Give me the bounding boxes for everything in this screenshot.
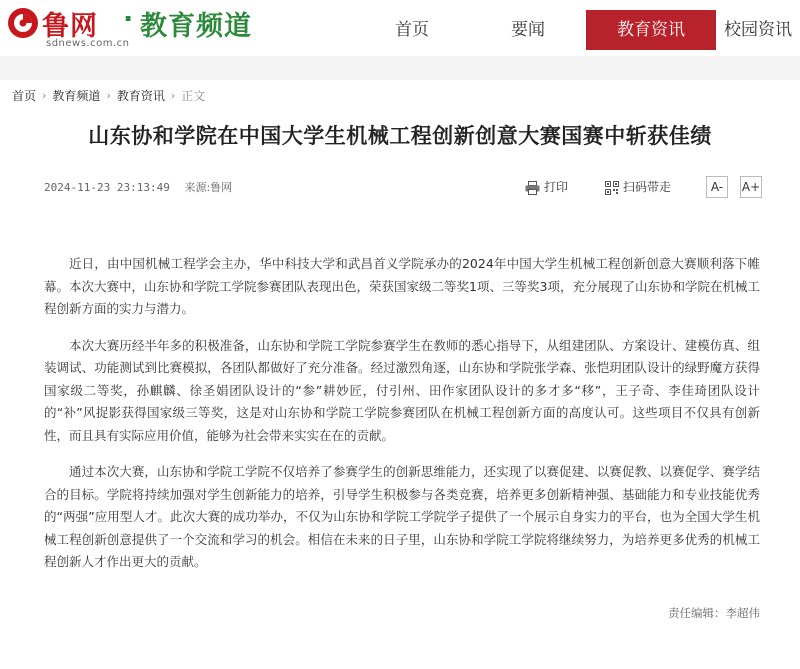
breadcrumb-current: 正文 [181,88,206,103]
breadcrumb-separator: › [42,88,47,102]
channel-name: 教育频道 [140,11,252,42]
nav-item-home[interactable]: 首页 [395,20,429,40]
site-logo[interactable] [6,4,266,52]
nav-item-campus-news[interactable]: 校园资讯 [724,20,792,40]
qr-code-icon [605,181,619,195]
breadcrumb [12,86,205,104]
print-button[interactable] [525,176,568,198]
qr-code-button[interactable] [605,176,671,198]
article-paragraph: 本次大赛历经半年多的积极准备，山东协和学院工学院参赛学生在教师的悉心指导下，从组建团队、方案设计、建模仿真、组装调试、功能测试到比赛模拟，各团队都做好了充分准备。经过激烈角逐，山东协和学院张学森、张恺玥团队设计的绿野魔方获得国家级二等奖，孙麒麟、徐圣娟团队设计的“参”耕妙匠，付引州、田作家团队设计的多才多“移”，王子奇、李佳琦团队设计的“补”风捉影获得国家级三等奖，这是对山东协和学院工学院参赛团队在机械工程创新方面的高度认可。这些项目不仅具有创新性，而且具有实际应用价值，能够为社会带来实实在在的贡献。 [44,337,760,443]
article-meta [44,179,232,195]
article-body [44,253,760,588]
breadcrumb-education-news[interactable]: 教育资讯 [116,88,165,103]
article-paragraph: 近日，由中国机械工程学会主办，华中科技大学和武昌首义学院承办的2024年中国大学生机械工程创新创意大赛顺利落下帷幕。本次大赛中，山东协和学院工学院参赛团队表现出色，荣获国家级二等奖1项、三等奖3项，充分展现了山东协和学院在机械工程创新方面的实力与潜力。 [44,256,760,316]
logo-domain: sdnews.com.cn [46,38,130,49]
nav-item-news[interactable]: 要闻 [511,20,545,40]
logo-mark-icon [6,6,40,40]
article-container [0,80,800,669]
publish-datetime: 2024-11-23 23:13:49 [44,181,170,194]
font-decrease-button[interactable]: A- [706,176,728,198]
header-divider [0,56,800,80]
breadcrumb-separator: › [170,88,176,102]
logo-text: 鲁网 [42,11,98,42]
font-increase-button[interactable]: A+ [740,176,762,198]
article-editor: 责任编辑：李超伟 [668,606,760,620]
nav-item-education-news[interactable]: 教育资讯 [586,10,716,50]
breadcrumb-separator: › [106,88,111,102]
article-title: 山东协和学院在中国大学生机械工程创新创意大赛国赛中斩获佳绩 [88,124,712,148]
breadcrumb-home[interactable]: 首页 [12,88,37,103]
breadcrumb-education-channel[interactable]: 教育频道 [52,88,101,103]
site-header [0,0,800,56]
article-paragraph: 通过本次大赛，山东协和学院工学院不仅培养了参赛学生的创新思维能力，还实现了以赛促建、以赛促教、以赛促学、赛学结合的目标。学院将持续加强对学生创新能力的培养，引导学生积极参与各类竞赛，培养更多创新精神强、基础能力和专业技能优秀的“两强”应用型人才。此次大赛的成功举办，不仅为山东协和学院工学院学子提供了一个展示自身实力的平台，也为全国大学生机械工程创新创意提供了一个交流和学习的机会。相信在未来的日子里，山东协和学院工学院将继续努力，为培养更多优秀的机械工程创新人才作出更大的贡献。 [44,464,760,569]
article-source: 来源:鲁网 [184,181,233,194]
logo-dot: · [123,4,134,35]
print-label: 打印 [544,180,569,194]
qr-code-label: 扫码带走 [623,180,672,194]
printer-icon [525,181,540,195]
